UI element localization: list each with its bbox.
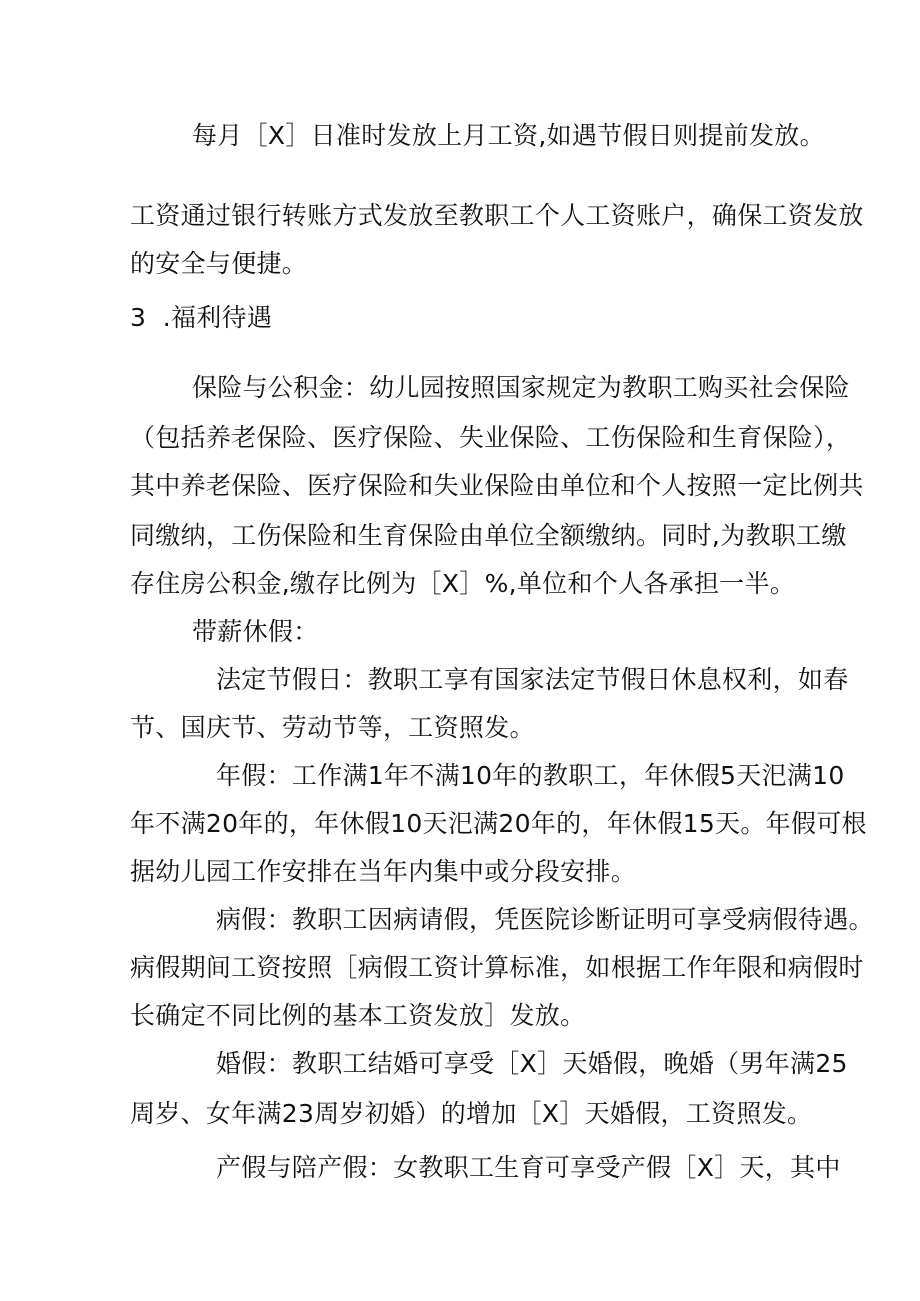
text-line: 工资通过银行转账方式发放至教职工个人工资账户，确保工资发放 (130, 201, 864, 230)
text-line: 产假与陪产假：女教职工生育可享受产假［X］天，其中 (216, 1153, 841, 1182)
text-line: （包括养老保险、医疗保险、失业保险、工伤保险和生育保险）， (130, 423, 852, 452)
text-line: 每月［X］日准时发放上月工资,如遇节假日则提前发放。 (192, 121, 825, 150)
text-line: 周岁、女年满23周岁初婚）的增加［X］天婚假，工资照发。 (130, 1099, 813, 1128)
text-line: 据幼儿园工作安排在当年内集中或分段安排。 (130, 857, 637, 886)
text-line: 病假期间工资按照［病假工资计算标准，如根据工作年限和病假时 (130, 953, 864, 982)
text-line: 年假：工作满1年不满10年的教职工，年休假5天汜满10 (216, 761, 845, 790)
subsection-heading: 带薪休假： (192, 617, 319, 646)
text-line: 病假：教职工因病请假，凭医院诊断证明可享受病假待遇。 (216, 905, 874, 934)
text-line: 婚假：教职工结婚可享受［X］天婚假，晚婚（男年满25 (216, 1049, 848, 1078)
text-line: 保险与公积金：幼儿园按照国家规定为教职工购买社会保险 (192, 373, 850, 402)
text-line: 节、国庆节、劳动节等，工资照发。 (130, 713, 535, 742)
text-line: 存住房公积金,缴存比例为［X］%,单位和个人各承担一半。 (130, 569, 796, 598)
section-heading: 3 .福利待遇 (130, 303, 273, 332)
text-line: 长确定不同比例的基本工资发放］发放。 (130, 1001, 586, 1030)
text-line: 年不满20年的，年休假10天汜满20年的，年休假15天。年假可根 (130, 809, 867, 838)
text-line: 其中养老保险、医疗保险和失业保险由单位和个人按照一定比例共 (130, 471, 864, 500)
text-line: 同缴纳，工伤保险和生育保险由单位全额缴纳。同时,为教职工缴 (130, 521, 847, 550)
text-line: 法定节假日：教职工享有国家法定节假日休息权利，如春 (216, 665, 849, 694)
text-line: 的安全与便捷。 (130, 249, 308, 278)
